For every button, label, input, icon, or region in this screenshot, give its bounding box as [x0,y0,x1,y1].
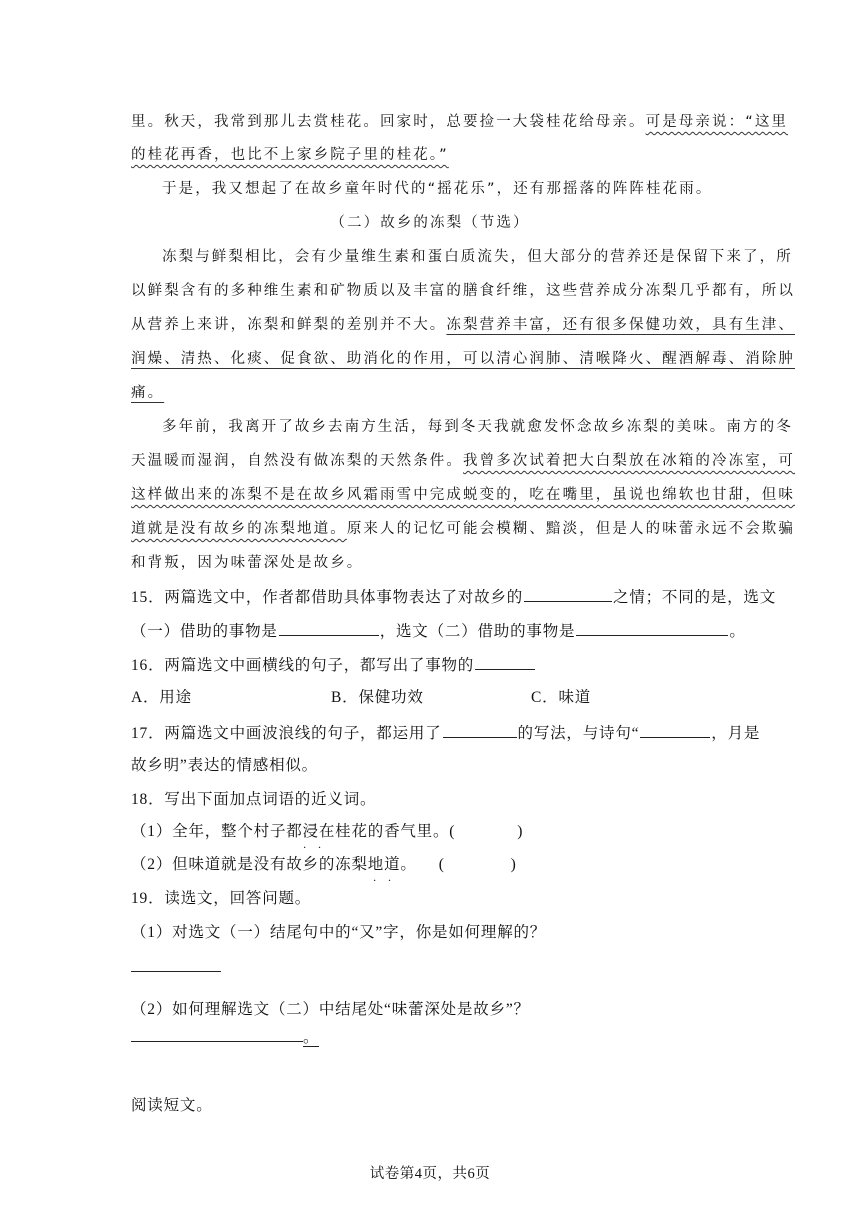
underlined-sentence-2a: 冻梨营养丰富，还有很多保健功效，具有生津、 [446,317,796,333]
next-section-heading: 阅读短文。 [131,1097,213,1114]
passage2-p2-line1-text: 多年前，我离开了故乡去南方生活，每到冬天我就愈发怀念故乡冻梨的美味。南方的冬 [162,419,793,435]
question-16-option-b[interactable]: B．保健功效 [331,689,424,706]
wavy-sentence-2b: 这样做出来的冻梨不是在故乡风霜雨雪中完成蜕变的，吃在嘴里，虽说也绵软也甘甜，但味 [131,487,795,503]
answer-line-19-2[interactable] [131,1026,303,1042]
question-16-option-a[interactable]: A．用途 [131,689,192,706]
passage2-p2-line1 [162,417,793,437]
passage2-p1-line5 [131,383,164,403]
question-19-2-text: （2）如何理解选文（二）中结尾处“味蕾深处是故乡”？ [131,1001,530,1018]
passage1-line3-text: 于是，我又想起了在故乡童年时代的“摇花乐”，还有那摇落的阵阵桂花雨。 [162,181,713,197]
underlined-sentence-2c: 痛。 [131,385,165,401]
dotted-word-jin: 浸 · · [303,823,319,840]
wavy-sentence-1a: 可是母亲说：“这里 [645,114,789,130]
question-19-1 [131,923,546,943]
underlined-sentence-2b: 润燥、清热、化痰、促食欲、助消化的作用，可以清心润肺、清喉降火、醒酒解毒、消除肿 [131,351,795,367]
question-16 [131,654,536,676]
question-19-2-answer [131,1026,319,1048]
answer-blank-16[interactable] [475,654,535,670]
passage2-p2-line3 [131,485,795,505]
question-18-1-paren: ) [517,823,524,840]
question-18-1-text: （1）全年，整个村子都 [131,823,303,840]
answer-blank-17-2[interactable] [640,722,710,738]
passage1-line1 [131,112,788,132]
question-15-line1 [131,586,776,608]
question-18-2 [131,855,517,875]
passage2-p2-line4-text: 原来人的记忆可能会模糊、黯淡，但是人的味蕾永远不会欺骗 [346,521,796,537]
question-19 [131,889,311,909]
question-17-text-b: 的写法，与诗句“ [517,725,640,742]
passage2-p2-line2-text: 天温暖而湿润，自然没有做冻梨的天然条件。 [131,453,463,469]
wavy-sentence-2a: 我曾多次试着把大白梨放在冰箱的冷冻室，可 [463,453,795,469]
wavy-sentence-2c: 道就是没有故乡的冻梨地道。 [131,521,347,537]
passage1-line2 [131,145,449,165]
question-18 [131,790,376,810]
passage1-line3 [162,179,712,199]
passage2-p1-line1 [162,247,793,267]
passage2-p2-line5-text: 和背叛，因为味蕾深处是故乡。 [131,555,364,571]
answer-blank-17-1[interactable] [443,722,517,738]
dotted-word-didao: 地道 · · [368,856,401,873]
passage2-p1-line3-text: 从营养上来讲，冻梨和鲜梨的差别并不大。 [131,317,447,333]
question-18-2-paren-open: ( [438,856,445,873]
question-15-text: 15．两篇选文中，作者都借助具体事物表达了对故乡的 [131,589,524,606]
answer-blank-15-2[interactable] [279,620,379,636]
question-17-text-c: ，月是 [711,725,761,742]
passage2-p2-line2 [131,451,795,471]
question-15-text-b: 之情；不同的是，选文 [613,589,777,606]
question-17-line2 [131,756,318,776]
answer-blank-15-1[interactable] [524,586,612,602]
question-17-text-d: 故乡明”表达的情感相似。 [131,757,318,774]
passage2-p1-line1-text: 冻梨与鲜梨相比，会有少量维生素和蛋白质流失，但大部分的营养还是保留下来了，所 [162,249,793,265]
answer-blank-15-3[interactable] [576,620,728,636]
question-18-1-text-b: 在桂花的香气里。( [318,823,456,840]
wavy-sentence-1b: 的桂花再香，也比不上家乡院子里的桂花。” [131,147,449,163]
passage2-p2-line4 [131,519,795,539]
question-17-text: 17．两篇选文中画波浪线的句子，都运用了 [131,725,442,742]
passage2-p1-line3 [131,315,795,335]
question-18-text: 18．写出下面加点词语的近义词。 [131,791,377,808]
passage1-line1-text: 里。秋天，我常到那儿去赏桂花。回家时，总要捡一大袋桂花给母亲。 [131,114,646,130]
page-footer: 试卷第4页，共6页 [369,1166,491,1182]
question-15-line2 [131,620,746,642]
question-18-1 [131,822,523,842]
passage2-p1-line4 [131,349,795,369]
passage2-p1-line2 [131,281,795,301]
question-15-text-c: （一）借助的事物是 [131,623,278,640]
question-15-text-e: 。 [729,623,746,640]
question-17-line1 [131,722,760,744]
question-18-2-text: （2）但味道就是没有故乡的冻梨 [131,856,368,873]
passage2-title: （二）故乡的冻梨（节选） [330,215,530,231]
question-19-1-text: （1）对选文（一）结尾句中的“又”字，你是如何理解的？ [131,924,547,941]
question-18-2-paren-close: ) [510,856,517,873]
question-19-2-end: 。 [303,1029,320,1046]
question-16-option-c[interactable]: C．味道 [531,689,592,706]
question-19-2 [131,1000,530,1020]
question-16-text: 16．两篇选文中画横线的句子，都写出了事物的 [131,657,475,674]
question-15-text-d: ，选文（二）借助的事物是 [379,623,576,640]
question-19-text: 19．读选文，回答问题。 [131,890,312,907]
question-18-2-text-b: 。 [400,856,417,873]
passage2-p2-line5 [131,553,363,573]
answer-line-19-1[interactable] [131,971,221,972]
passage2-p1-line2-text: 以鲜梨含有的多种维生素和矿物质以及丰富的膳食纤维，这些营养成分冻梨几乎都有，所以 [131,283,795,299]
